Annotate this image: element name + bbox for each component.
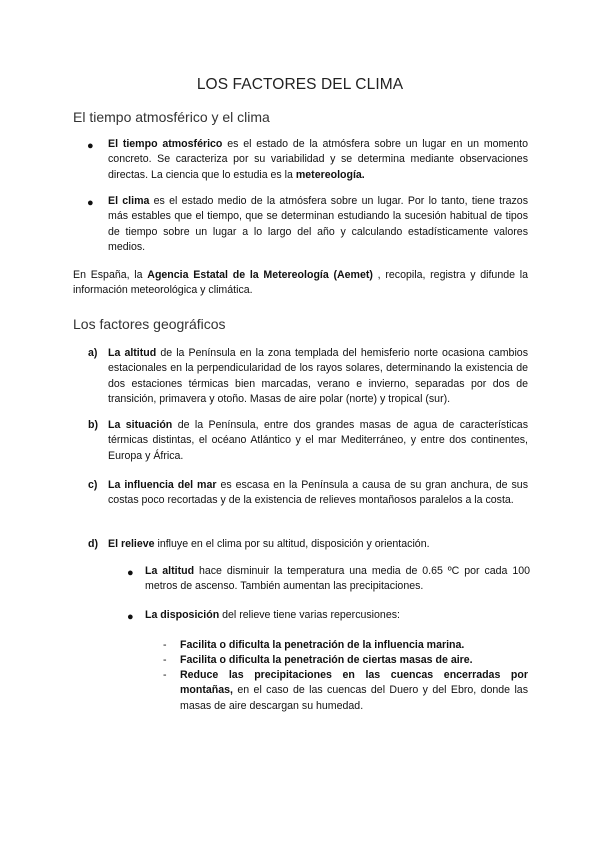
bullet-icon: ● [87, 197, 94, 209]
dash-icon: - [163, 669, 167, 681]
dash-icon: - [163, 639, 167, 651]
paragraph-aemet: En España, la Agencia Estatal de la Metereología (Aemet) , recopila, registra y difunde la información meteorológica y climática. [73, 269, 528, 297]
page-title: LOS FACTORES DEL CLIMA [196, 76, 404, 93]
section-heading-tiempo-clima: El tiempo atmosférico y el clima [73, 109, 270, 125]
subbullet-disposicion: La disposición del relieve tiene varias repercusiones: [145, 609, 400, 621]
bullet-clima: El clima es el estado medio de la atmósfera sobre un lugar. Por lo tanto, tiene trazos más estables que el tiempo, que se determinan estudiando la sucesión habitual de tipos de tiempo sobre un lugar a lo largo del año y calculando estadísticamente valores medios. [108, 195, 528, 253]
bullet-icon: ● [127, 567, 134, 579]
bullet-icon: ● [127, 611, 134, 623]
bullet-tiempo-atmosferico: El tiempo atmosférico es el estado de la atmósfera sobre un lugar en un momento concreto. Se caracteriza por su variabilidad y se determina mediante observaciones directas. La ciencia que lo estudia es la metereología. [108, 138, 529, 181]
dash-icon: - [163, 654, 167, 666]
list-marker: a) [88, 347, 98, 359]
list-marker: b) [88, 419, 98, 431]
bullet-icon: ● [87, 140, 94, 152]
item-situacion: La situación de la Península, entre dos grandes masas de agua de características térmicas distintas, el océano Atlántico y el mar Mediterráneo, y entre dos continentes, Europa y África. [108, 419, 528, 462]
dash-item-masas-aire: Facilita o dificulta la penetración de ciertas masas de aire. [180, 654, 473, 666]
item-influencia-mar: La influencia del mar es escasa en la Península a causa de su gran anchura, de sus costas poco recortadas y de la existencia de relieves montañosos paralelos a la costa. [108, 479, 528, 507]
subbullet-altitud: La altitud hace disminuir la temperatura una media de 0.65 ºC por cada 100 metros de ascenso. También aumentan las precipitaciones. [145, 565, 530, 593]
list-marker: c) [88, 479, 98, 491]
item-altitud: La altitud de la Península en la zona templada del hemisferio norte ocasiona cambios estacionales en la perpendicularidad de los rayos solares, determinando la existencia de dos estaciones térmicas bien marcadas, verano e invierno, separadas por dos de transición, primavera y otoño. Masas de aire polar (norte) y tropical (sur). [108, 347, 528, 405]
dash-item-influencia-marina: Facilita o dificulta la penetración de la influencia marina. [180, 639, 465, 651]
section-heading-factores-geograficos: Los factores geográficos [73, 316, 226, 332]
dash-item-precipitaciones: Reduce las precipitaciones en las cuencas encerradas por montañas, en el caso de las cuencas del Duero y del Ebro, donde las masas de aire descargan su humedad. [180, 669, 528, 712]
list-marker: d) [88, 538, 98, 550]
item-relieve: El relieve influye en el clima por su altitud, disposición y orientación. [108, 538, 430, 550]
